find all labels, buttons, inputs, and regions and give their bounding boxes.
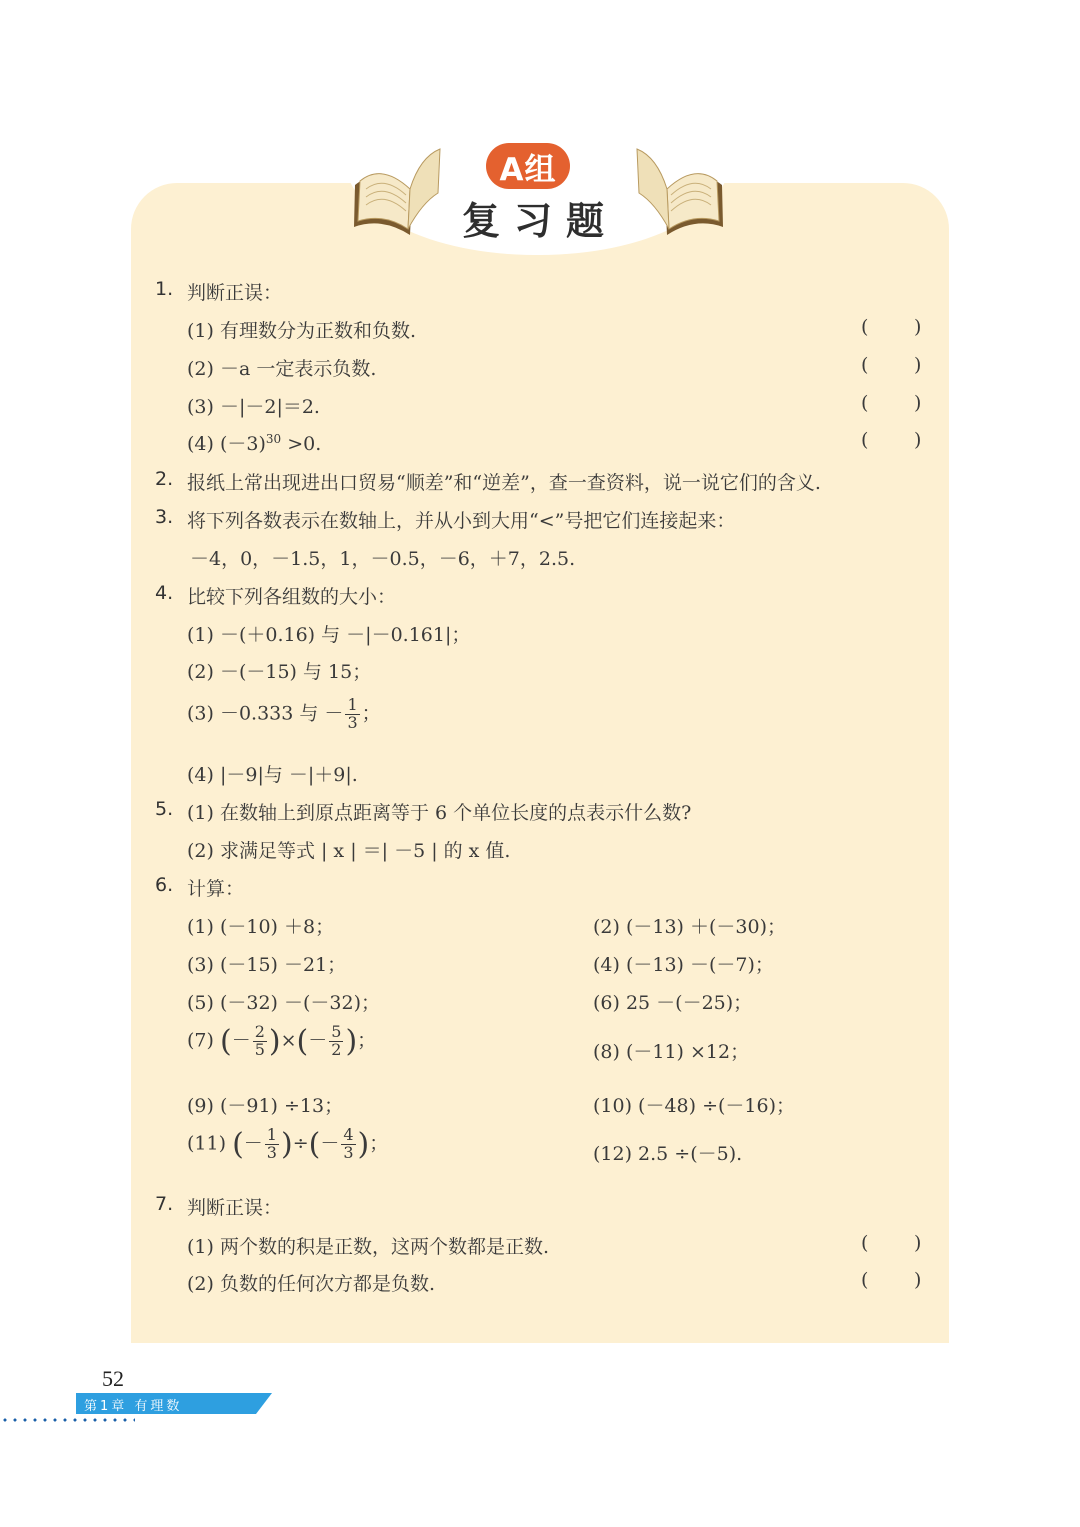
open-book-left-icon xyxy=(350,145,445,237)
fraction-denominator: 3 xyxy=(266,1143,277,1162)
fraction-numerator: 1 xyxy=(347,695,358,714)
q1-item4-exponent: 30 xyxy=(265,432,282,446)
fraction xyxy=(345,697,359,732)
answer-blank-close: ) xyxy=(914,1269,922,1291)
answer-blank-open: ( xyxy=(861,1269,869,1291)
q4-item: (4) |－9|与 －|＋9|. xyxy=(187,764,358,786)
q1-stem: 判断正误： xyxy=(187,282,283,304)
group-badge: A组 xyxy=(486,143,570,189)
open-book-right-icon xyxy=(632,145,727,237)
q7-item: (2) 负数的任何次方都是负数. xyxy=(187,1273,435,1295)
q5-number: 5. xyxy=(155,798,174,820)
q5-item: (1) 在数轴上到原点距离等于 6 个单位长度的点表示什么数? xyxy=(187,802,692,824)
fraction-denominator: 3 xyxy=(343,1143,354,1162)
q1-item xyxy=(187,429,321,456)
fraction xyxy=(265,1127,279,1162)
q6-calc: (6) 25 －(－25)； xyxy=(593,992,753,1014)
q6-calc: (8) (－11) ×12； xyxy=(593,1041,750,1063)
q5-item: (2) 求满足等式 | x | ＝| －5 | 的 x 值. xyxy=(187,840,511,862)
q3-numbers: －4，0，－1.5，1，－0.5，－6，＋7，2.5. xyxy=(190,548,576,570)
q4-item xyxy=(187,697,381,732)
answer-blank-close: ) xyxy=(914,316,922,338)
fraction xyxy=(341,1127,355,1162)
q6-calc: (10) (－48) ÷(－16)； xyxy=(593,1095,796,1117)
q6-calc: (5) (－32) －(－32)； xyxy=(187,992,380,1014)
q1-item4-base: (4) (－3) xyxy=(187,433,266,455)
q2-text: 报纸上常出现进出口贸易“顺差”和“逆差”，查一查资料，说一说它们的含义. xyxy=(187,472,821,494)
q6-calc11-label: (11) xyxy=(187,1132,227,1155)
q6-calc: (7) (－ $\frac{2}{5}$ )×(－ $\frac{5}{2}$ )； xyxy=(187,1022,377,1059)
q1-item: (3) －|－2|＝2. xyxy=(187,396,320,418)
q1-item4-suffix: >0. xyxy=(281,433,322,455)
fraction-numerator: 1 xyxy=(266,1125,277,1145)
q4-stem: 比较下列各组数的大小： xyxy=(187,586,397,608)
fraction-denominator: 5 xyxy=(254,1040,265,1059)
q6-calc: (11) (－ $\frac{1}{3}$ )÷(－ $\frac{4}{3}$ )； xyxy=(187,1125,389,1162)
q2-number: 2. xyxy=(155,468,174,490)
dotted-divider xyxy=(0,1418,135,1422)
q6-calc7-label: (7) xyxy=(187,1029,214,1052)
q7-number: 7. xyxy=(155,1193,174,1215)
fraction xyxy=(329,1024,343,1059)
q6-calc: (9) (－91) ÷13； xyxy=(187,1095,344,1117)
q7-stem: 判断正误： xyxy=(187,1197,283,1219)
q1-number: 1. xyxy=(155,278,174,300)
answer-blank-close: ) xyxy=(914,429,922,451)
q4-item3-prefix: (3) －0.333 与 － xyxy=(187,702,344,725)
q6-calc: (1) (－10) ＋8； xyxy=(187,916,335,938)
answer-blank-open: ( xyxy=(861,354,869,376)
q4-item3-suffix: ； xyxy=(361,702,381,725)
q1-item: (1) 有理数分为正数和负数. xyxy=(187,320,416,342)
page-number: 52 xyxy=(102,1366,124,1391)
answer-blank-open: ( xyxy=(861,392,869,414)
q7-item: (1) 两个数的积是正数，这两个数都是正数. xyxy=(187,1236,549,1258)
q6-calc: (2) (－13) ＋(－30)； xyxy=(593,916,786,938)
fraction-numerator: 4 xyxy=(343,1125,354,1145)
q4-item: (2) －(－15) 与 15； xyxy=(187,661,372,683)
q6-stem: 计算： xyxy=(187,878,245,900)
q6-calc: (4) (－13) －(－7)； xyxy=(593,954,774,976)
answer-blank-close: ) xyxy=(914,354,922,376)
q6-calc: (12) 2.5 ÷(－5). xyxy=(593,1143,743,1165)
fraction xyxy=(253,1024,267,1059)
answer-blank-close: ) xyxy=(914,1232,922,1254)
q4-item: (1) －(＋0.16) 与 －|－0.161|； xyxy=(187,624,471,646)
fraction-denominator: 3 xyxy=(347,712,358,732)
answer-blank-open: ( xyxy=(861,1232,869,1254)
fraction-denominator: 2 xyxy=(331,1040,342,1059)
page-title: 复习题 xyxy=(461,199,618,243)
answer-blank-close: ) xyxy=(914,392,922,414)
fraction-numerator: 5 xyxy=(331,1022,342,1042)
q1-item: (2) －a 一定表示负数. xyxy=(187,358,377,380)
fraction-numerator: 2 xyxy=(254,1022,265,1042)
q6-calc: (3) (－15) －21； xyxy=(187,954,347,976)
q3-number: 3. xyxy=(155,506,174,528)
chapter-label: 第1章 有理数 xyxy=(84,1399,183,1414)
q3-text: 将下列各数表示在数轴上，并从小到大用“<”号把它们连接起来： xyxy=(187,510,736,532)
q6-number: 6. xyxy=(155,874,174,896)
q4-number: 4. xyxy=(155,582,174,604)
answer-blank-open: ( xyxy=(861,429,869,451)
answer-blank-open: ( xyxy=(861,316,869,338)
